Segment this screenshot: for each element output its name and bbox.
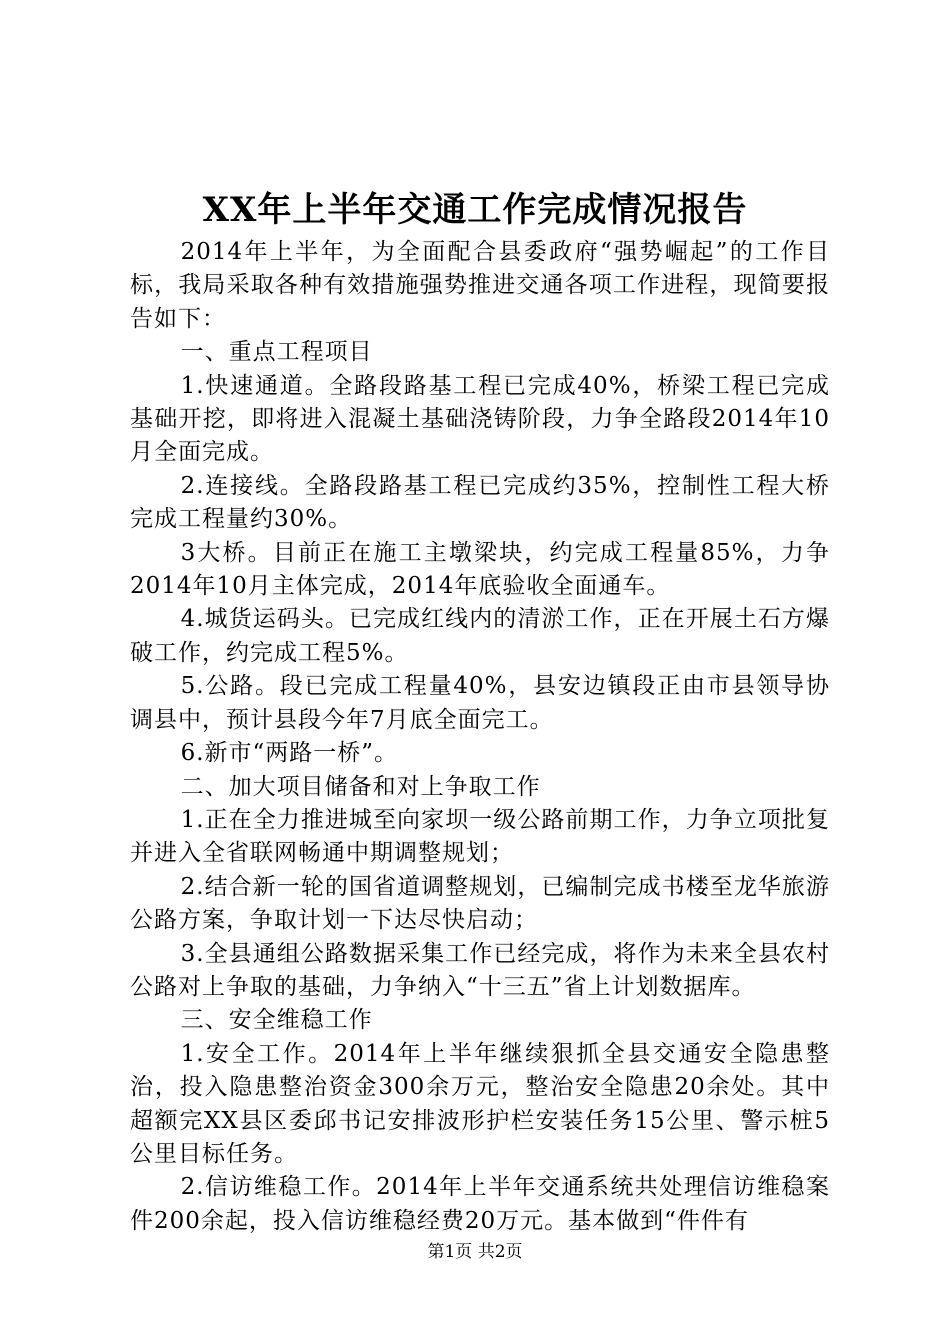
document-title: XX年上半年交通工作完成情况报告 [202,190,748,230]
paragraph-freight-wharf: 4.城货运码头。已完成红线内的清淤工作，正在开展土石方爆破工作，约完成工程5%。 [130,606,830,666]
paragraph-reserve-3: 3.全县通组公路数据采集工作已经完成，将作为未来全县农村公路对上争取的基础，力争纳入“十三五”省上计划数据库。 [130,940,830,1000]
section-heading-safety-stability: 三、安全维稳工作 [180,1007,373,1034]
paragraph-two-roads-one-bridge: 6.新市“两路一桥”。 [180,740,399,767]
paragraph-highway: 5.公路。段已完成工程量40%，县安边镇段正由市县领导协调县中，预计县段今年7月底全面完工。 [130,673,830,733]
paragraph-petition: 2.信访维稳工作。2014年上半年交通系统共处理信访维稳案件200余起，投入信访维稳经费20万元。基本做到“件件有 [130,1174,830,1234]
paragraph-bridge: 3大桥。目前正在施工主墩梁块，约完成工程量85%，力争2014年10月主体完成，2014年底验收全面通车。 [130,539,830,600]
paragraph-connection-line: 2.连接线。全路段路基工程已完成约35%，控制性工程大桥完成工程量约30%。 [130,472,830,533]
intro-paragraph: 2014年上半年，为全面配合县委政府“强势崛起”的工作目标，我局采取各种有效措施强势推进交通各项工作进程，现简要报告如下： [130,239,830,332]
paragraph-reserve-1: 1.正在全力推进城至向家坝一级公路前期工作，力争立项批复并进入全省联网畅通中期调整规划； [130,806,830,867]
section-heading-project-reserve: 二、加大项目储备和对上争取工作 [180,773,541,800]
page-footer: 第1页 共2页 [427,1242,523,1262]
paragraph-safety: 1.安全工作。2014年上半年继续狠抓全县交通安全隐患整治，投入隐患整治资金300余万元，整治安全隐患20余处。其中超额完XX县区委邱书记安排波形护栏安装任务15公里、警示桩5公里目标任务。 [130,1040,830,1167]
section-heading-key-projects: 一、重点工程项目 [180,339,373,366]
paragraph-express-road: 1.快速通道。全路段路基工程已完成40%，桥梁工程已完成基础开挖，即将进入混凝土基础浇铸阶段，力争全路段2014年10月全面完成。 [130,372,830,466]
paragraph-reserve-2: 2.结合新一轮的国省道调整规划，已编制完成书楼至龙华旅游公路方案，争取计划一下达尽快启动； [130,873,830,934]
document-body [130,236,830,1238]
